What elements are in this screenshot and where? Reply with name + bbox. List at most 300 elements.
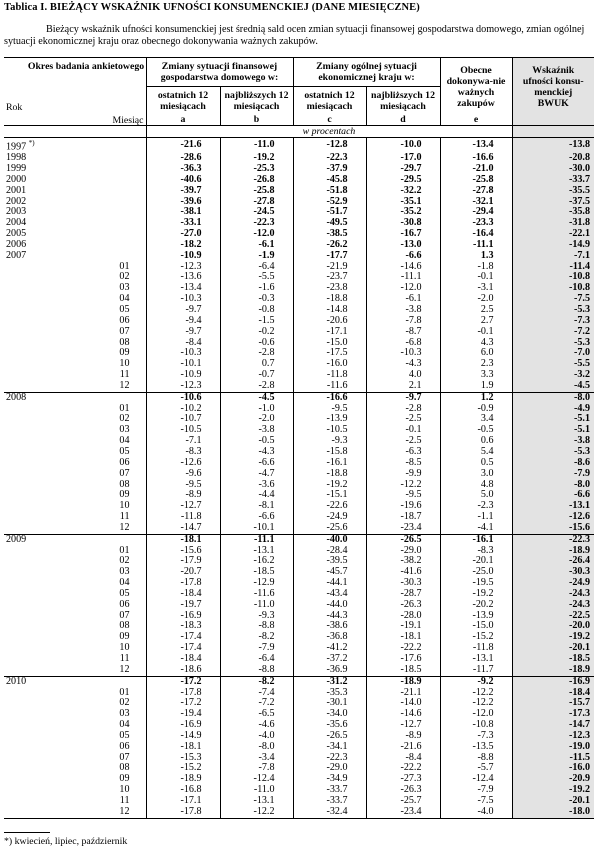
table-row bbox=[4, 742, 594, 753]
cell-bwuk: -7.1 bbox=[512, 251, 594, 262]
row-year bbox=[4, 632, 71, 643]
cell-e: -27.8 bbox=[440, 186, 512, 197]
row-year bbox=[4, 796, 71, 807]
cell-e: 3.0 bbox=[440, 469, 512, 480]
cell-d: 2.1 bbox=[366, 381, 440, 392]
table-row bbox=[4, 490, 594, 501]
cell-b: -2.8 bbox=[220, 381, 293, 392]
col-letter: a bbox=[146, 115, 220, 126]
cell-c: -16.0 bbox=[293, 359, 366, 370]
cell-a: -16.8 bbox=[146, 785, 220, 796]
cell-c: -17.5 bbox=[293, 348, 366, 359]
cell-a: -10.3 bbox=[146, 294, 220, 305]
cell-e: -0.5 bbox=[440, 425, 512, 436]
cell-a: -10.3 bbox=[146, 348, 220, 359]
cell-c: -44.0 bbox=[293, 600, 366, 611]
cell-d: -25.7 bbox=[366, 796, 440, 807]
cell-b: -18.5 bbox=[220, 567, 293, 578]
row-year: 2002 bbox=[6, 195, 27, 207]
cell-bwuk: -33.7 bbox=[512, 175, 594, 186]
table-row bbox=[4, 338, 594, 349]
row-year bbox=[4, 742, 71, 753]
table-row bbox=[4, 218, 594, 229]
cell-a: -39.7 bbox=[146, 186, 220, 197]
row-year bbox=[4, 556, 71, 567]
cell-b: -2.0 bbox=[220, 414, 293, 425]
cell-e: 2.3 bbox=[440, 359, 512, 370]
cell-a: -16.9 bbox=[146, 611, 220, 622]
cell-c: -12.8 bbox=[293, 138, 366, 154]
cell-c: -15.1 bbox=[293, 490, 366, 501]
cell-e: -0.1 bbox=[440, 272, 512, 283]
table-row bbox=[4, 796, 594, 807]
row-month bbox=[71, 164, 146, 175]
cell-d: -0.1 bbox=[366, 425, 440, 436]
cell-e: 6.0 bbox=[440, 348, 512, 359]
cell-d: -6.8 bbox=[366, 338, 440, 349]
cell-b: -12.9 bbox=[220, 578, 293, 589]
cell-c: -22.3 bbox=[293, 153, 366, 164]
row-month: 12 bbox=[119, 663, 130, 675]
cell-d: -22.2 bbox=[366, 643, 440, 654]
cell-e: -11.1 bbox=[440, 240, 512, 251]
table-row bbox=[4, 305, 594, 316]
table-row bbox=[4, 447, 594, 458]
cell-e: -16.4 bbox=[440, 229, 512, 240]
cell-c: -33.7 bbox=[293, 785, 366, 796]
cell-e: -7.9 bbox=[440, 785, 512, 796]
table-row bbox=[4, 556, 594, 567]
row-year bbox=[4, 774, 71, 785]
cell-c: -45.8 bbox=[293, 175, 366, 186]
cell-bwuk: -7.5 bbox=[512, 294, 594, 305]
cell-e: 0.6 bbox=[440, 436, 512, 447]
cell-bwuk: -10.8 bbox=[512, 283, 594, 294]
cell-a: -10.9 bbox=[146, 251, 220, 262]
cell-a: -17.4 bbox=[146, 643, 220, 654]
cell-b: -8.8 bbox=[220, 665, 293, 676]
cell-c: -31.2 bbox=[293, 676, 366, 687]
table-description: Bieżący wskaźnik ufności konsumenckiej jest średnią sald ocen zmian sytuacji finansowej gospodarstwa domowego, zmian ogólnej sytuacji ekonomicznej kraju oraz obecnego dokonywania ważnych zakupów. bbox=[4, 24, 585, 47]
cell-d: -14.0 bbox=[366, 698, 440, 709]
row-month: 08 bbox=[119, 336, 130, 348]
cell-e: -4.1 bbox=[440, 523, 512, 534]
table-row bbox=[4, 251, 594, 262]
row-month: 10 bbox=[119, 500, 130, 512]
table-row bbox=[4, 294, 594, 305]
cell-bwuk: -20.8 bbox=[512, 153, 594, 164]
row-month bbox=[71, 251, 146, 262]
row-month: 04 bbox=[119, 435, 130, 447]
cell-c: -32.4 bbox=[293, 807, 366, 818]
cell-bwuk: -14.9 bbox=[512, 240, 594, 251]
cell-b: -9.3 bbox=[220, 611, 293, 622]
row-year bbox=[4, 731, 71, 742]
table-row bbox=[4, 731, 594, 742]
table-row bbox=[4, 512, 594, 523]
footnote-rule bbox=[4, 832, 50, 833]
row-month: 02 bbox=[119, 697, 130, 709]
cell-a: -13.4 bbox=[146, 283, 220, 294]
table-row bbox=[4, 381, 594, 392]
cell-e: -12.0 bbox=[440, 709, 512, 720]
cell-b: 0.7 bbox=[220, 359, 293, 370]
cell-c: -14.8 bbox=[293, 305, 366, 316]
cell-c: -16.1 bbox=[293, 458, 366, 469]
cell-a: -7.1 bbox=[146, 436, 220, 447]
cell-d: -35.1 bbox=[366, 197, 440, 208]
cell-d: -26.3 bbox=[366, 785, 440, 796]
cell-a: -10.6 bbox=[146, 392, 220, 403]
cell-a: -18.1 bbox=[146, 534, 220, 545]
cell-a: -19.4 bbox=[146, 709, 220, 720]
table-row bbox=[4, 240, 594, 251]
cell-b: -4.6 bbox=[220, 720, 293, 731]
row-month bbox=[71, 175, 146, 186]
cell-c: -16.6 bbox=[293, 392, 366, 403]
cell-d: -17.0 bbox=[366, 153, 440, 164]
row-month bbox=[71, 207, 146, 218]
cell-d: -16.7 bbox=[366, 229, 440, 240]
row-year bbox=[4, 807, 71, 818]
row-month: 09 bbox=[119, 631, 130, 643]
table-row bbox=[4, 654, 594, 665]
cell-a: -20.7 bbox=[146, 567, 220, 578]
cell-b: -1.5 bbox=[220, 316, 293, 327]
cell-d: -17.6 bbox=[366, 654, 440, 665]
table-row bbox=[4, 262, 594, 273]
row-year bbox=[4, 436, 71, 447]
cell-d: -41.6 bbox=[366, 567, 440, 578]
cell-c: -34.1 bbox=[293, 742, 366, 753]
row-month: 04 bbox=[119, 577, 130, 589]
row-year bbox=[4, 294, 71, 305]
cell-e: -0.9 bbox=[440, 404, 512, 415]
cell-bwuk: -5.1 bbox=[512, 425, 594, 436]
cell-a: -17.8 bbox=[146, 688, 220, 699]
cell-bwuk: -8.6 bbox=[512, 458, 594, 469]
col-letter: e bbox=[440, 115, 512, 126]
cell-b: -11.1 bbox=[220, 534, 293, 545]
cell-c: -15.0 bbox=[293, 338, 366, 349]
cell-bwuk: -11.5 bbox=[512, 753, 594, 764]
cell-b: -11.6 bbox=[220, 589, 293, 600]
cell-c: -9.5 bbox=[293, 404, 366, 415]
row-year bbox=[4, 643, 71, 654]
cell-bwuk: -15.6 bbox=[512, 523, 594, 534]
cell-c: -9.3 bbox=[293, 436, 366, 447]
cell-b: -26.8 bbox=[220, 175, 293, 186]
row-month: 03 bbox=[119, 282, 130, 294]
cell-e: -11.7 bbox=[440, 665, 512, 676]
table-row bbox=[4, 175, 594, 186]
cell-e: -7.5 bbox=[440, 796, 512, 807]
table-row bbox=[4, 283, 594, 294]
table-row bbox=[4, 316, 594, 327]
table-row bbox=[4, 665, 594, 676]
cell-d: -29.5 bbox=[366, 175, 440, 186]
row-year bbox=[4, 753, 71, 764]
cell-c: -18.8 bbox=[293, 469, 366, 480]
cell-b: -13.1 bbox=[220, 546, 293, 557]
cell-b: -4.0 bbox=[220, 731, 293, 742]
cell-d: -2.8 bbox=[366, 404, 440, 415]
footnote-marker: *) bbox=[28, 139, 35, 147]
row-month: 05 bbox=[119, 587, 130, 599]
cell-bwuk: -11.4 bbox=[512, 262, 594, 273]
row-month: 05 bbox=[119, 445, 130, 457]
cell-c: -17.7 bbox=[293, 251, 366, 262]
row-year bbox=[4, 490, 71, 501]
cell-b: -6.5 bbox=[220, 709, 293, 720]
row-year bbox=[4, 305, 71, 316]
cell-bwuk: -22.5 bbox=[512, 611, 594, 622]
cell-e: -4.0 bbox=[440, 807, 512, 818]
cell-d: -26.5 bbox=[366, 534, 440, 545]
row-month: 11 bbox=[119, 653, 130, 665]
row-month bbox=[71, 218, 146, 229]
cell-d: -23.4 bbox=[366, 523, 440, 534]
cell-d: -21.6 bbox=[366, 742, 440, 753]
cell-d: -9.7 bbox=[366, 392, 440, 403]
cell-bwuk: -26.4 bbox=[512, 556, 594, 567]
row-month bbox=[71, 229, 146, 240]
table-row bbox=[4, 272, 594, 283]
cell-a: -15.6 bbox=[146, 546, 220, 557]
cell-c: -34.0 bbox=[293, 709, 366, 720]
header-miesiac: Miesiąc bbox=[112, 115, 144, 126]
cell-bwuk: -22.1 bbox=[512, 229, 594, 240]
cell-b: -11.0 bbox=[220, 138, 293, 154]
row-year: 1998 bbox=[6, 152, 27, 164]
row-year bbox=[4, 523, 71, 534]
cell-a: -17.2 bbox=[146, 676, 220, 687]
row-year: 2005 bbox=[6, 228, 27, 240]
cell-b: -12.0 bbox=[220, 229, 293, 240]
row-month: 04 bbox=[119, 719, 130, 731]
cell-bwuk: -35.5 bbox=[512, 186, 594, 197]
table-row bbox=[4, 153, 594, 164]
table-row bbox=[4, 425, 594, 436]
cell-b: -4.4 bbox=[220, 490, 293, 501]
cell-b: -19.2 bbox=[220, 153, 293, 164]
cell-c: -21.9 bbox=[293, 262, 366, 273]
cell-a: -9.5 bbox=[146, 480, 220, 491]
cell-d: -19.6 bbox=[366, 501, 440, 512]
cell-bwuk: -20.1 bbox=[512, 796, 594, 807]
row-year bbox=[4, 425, 71, 436]
table-row bbox=[4, 720, 594, 731]
cell-bwuk: -20.9 bbox=[512, 774, 594, 785]
cell-d: -4.3 bbox=[366, 359, 440, 370]
cell-d: -38.2 bbox=[366, 556, 440, 567]
row-month: 04 bbox=[119, 293, 130, 305]
row-month bbox=[71, 392, 146, 403]
cell-b: -27.8 bbox=[220, 197, 293, 208]
cell-c: -18.8 bbox=[293, 294, 366, 305]
table-row bbox=[4, 578, 594, 589]
cell-a: -38.1 bbox=[146, 207, 220, 218]
row-month bbox=[71, 676, 146, 687]
cell-e: -8.8 bbox=[440, 753, 512, 764]
cell-b: -3.8 bbox=[220, 425, 293, 436]
cell-a: -17.4 bbox=[146, 632, 220, 643]
table-row bbox=[4, 207, 594, 218]
cell-a: -18.4 bbox=[146, 589, 220, 600]
cell-c: -25.6 bbox=[293, 523, 366, 534]
footnote: *) kwiecień, lipiec, październik bbox=[4, 836, 128, 847]
cell-b: -0.6 bbox=[220, 338, 293, 349]
cell-d: -32.2 bbox=[366, 186, 440, 197]
cell-d: -18.1 bbox=[366, 632, 440, 643]
row-year: 1999 bbox=[6, 163, 27, 175]
cell-c: -20.6 bbox=[293, 316, 366, 327]
cell-b: -6.6 bbox=[220, 458, 293, 469]
cell-c: -38.5 bbox=[293, 229, 366, 240]
cell-c: -35.3 bbox=[293, 688, 366, 699]
cell-a: -9.7 bbox=[146, 305, 220, 316]
table-row bbox=[4, 807, 594, 818]
cell-b: -1.6 bbox=[220, 283, 293, 294]
row-month: 10 bbox=[119, 784, 130, 796]
cell-a: -14.9 bbox=[146, 731, 220, 742]
cell-bwuk: -3.8 bbox=[512, 436, 594, 447]
cell-a: -12.7 bbox=[146, 501, 220, 512]
header-bwuk: Wskaźnik ufności konsu-menckiej BWUK bbox=[512, 58, 594, 116]
cell-c: -52.9 bbox=[293, 197, 366, 208]
cell-a: -9.7 bbox=[146, 327, 220, 338]
cell-b: -13.1 bbox=[220, 796, 293, 807]
header-rok: Rok bbox=[6, 102, 23, 113]
row-month: 08 bbox=[119, 620, 130, 632]
table-row bbox=[4, 164, 594, 175]
cell-c: -11.8 bbox=[293, 370, 366, 381]
cell-b: -7.4 bbox=[220, 688, 293, 699]
cell-c: -10.5 bbox=[293, 425, 366, 436]
cell-b: -8.2 bbox=[220, 676, 293, 687]
cell-c: -40.0 bbox=[293, 534, 366, 545]
cell-d: -3.8 bbox=[366, 305, 440, 316]
table-row bbox=[4, 414, 594, 425]
cell-bwuk: -20.0 bbox=[512, 621, 594, 632]
cell-b: -11.0 bbox=[220, 600, 293, 611]
unit-label: w procentach bbox=[146, 126, 512, 138]
cell-e: -12.4 bbox=[440, 774, 512, 785]
cell-e: 5.0 bbox=[440, 490, 512, 501]
cell-a: -18.6 bbox=[146, 665, 220, 676]
cell-a: -12.3 bbox=[146, 262, 220, 273]
row-year bbox=[4, 698, 71, 709]
cell-bwuk: -8.0 bbox=[512, 392, 594, 403]
table-row bbox=[4, 501, 594, 512]
cell-bwuk: -13.8 bbox=[512, 138, 594, 154]
cell-e: 5.4 bbox=[440, 447, 512, 458]
cell-d: -8.7 bbox=[366, 327, 440, 338]
table-row bbox=[4, 698, 594, 709]
cell-d: -18.5 bbox=[366, 665, 440, 676]
cell-c: -36.9 bbox=[293, 665, 366, 676]
row-month: 05 bbox=[119, 304, 130, 316]
row-year bbox=[4, 654, 71, 665]
cell-e: -8.3 bbox=[440, 546, 512, 557]
row-month: 06 bbox=[119, 314, 130, 326]
cell-bwuk: -18.5 bbox=[512, 654, 594, 665]
table-row bbox=[4, 197, 594, 208]
row-year: 2006 bbox=[6, 238, 27, 250]
row-year bbox=[4, 447, 71, 458]
row-year bbox=[4, 589, 71, 600]
cell-bwuk: -6.6 bbox=[512, 490, 594, 501]
cell-bwuk: -7.3 bbox=[512, 316, 594, 327]
cell-b: -5.5 bbox=[220, 272, 293, 283]
cell-bwuk: -5.5 bbox=[512, 359, 594, 370]
cell-a: -14.7 bbox=[146, 523, 220, 534]
row-year bbox=[4, 600, 71, 611]
row-month: 05 bbox=[119, 729, 130, 741]
row-year: 2001 bbox=[6, 184, 27, 196]
cell-a: -18.4 bbox=[146, 654, 220, 665]
cell-bwuk: -19.2 bbox=[512, 785, 594, 796]
cell-b: -8.8 bbox=[220, 621, 293, 632]
cell-b: -6.6 bbox=[220, 512, 293, 523]
row-year bbox=[4, 785, 71, 796]
cell-a: -8.9 bbox=[146, 490, 220, 501]
cell-b: -6.4 bbox=[220, 262, 293, 273]
cell-d: -23.4 bbox=[366, 807, 440, 818]
cell-d: -19.1 bbox=[366, 621, 440, 632]
cell-a: -9.6 bbox=[146, 469, 220, 480]
cell-b: -12.2 bbox=[220, 807, 293, 818]
row-month: 12 bbox=[119, 521, 130, 533]
cell-e: 4.8 bbox=[440, 480, 512, 491]
cell-bwuk: -31.8 bbox=[512, 218, 594, 229]
row-month: 06 bbox=[119, 598, 130, 610]
row-month: 03 bbox=[119, 566, 130, 578]
row-year bbox=[4, 709, 71, 720]
cell-a: -10.1 bbox=[146, 359, 220, 370]
row-year bbox=[4, 272, 71, 283]
cell-d: -30.8 bbox=[366, 218, 440, 229]
cell-e: -15.0 bbox=[440, 621, 512, 632]
cell-e: 1.9 bbox=[440, 381, 512, 392]
cell-c: -41.2 bbox=[293, 643, 366, 654]
row-year bbox=[4, 262, 71, 273]
cell-e: 2.7 bbox=[440, 316, 512, 327]
table-row bbox=[4, 404, 594, 415]
row-year: 2000 bbox=[6, 173, 27, 185]
cell-c: -35.6 bbox=[293, 720, 366, 731]
row-month: 09 bbox=[119, 489, 130, 501]
row-year bbox=[4, 688, 71, 699]
cell-b: -6.1 bbox=[220, 240, 293, 251]
cell-bwuk: -5.3 bbox=[512, 338, 594, 349]
cell-e: -3.1 bbox=[440, 283, 512, 294]
cell-a: -18.9 bbox=[146, 774, 220, 785]
cell-e: 4.3 bbox=[440, 338, 512, 349]
cell-c: -49.5 bbox=[293, 218, 366, 229]
cell-a: -17.2 bbox=[146, 698, 220, 709]
cell-c: -23.7 bbox=[293, 272, 366, 283]
cell-b: -7.9 bbox=[220, 643, 293, 654]
cell-e: -11.8 bbox=[440, 643, 512, 654]
cell-e: 3.4 bbox=[440, 414, 512, 425]
col-letter: c bbox=[293, 115, 366, 126]
cell-e: -2.3 bbox=[440, 501, 512, 512]
cell-d: -21.1 bbox=[366, 688, 440, 699]
row-year bbox=[4, 512, 71, 523]
cell-e: -13.9 bbox=[440, 611, 512, 622]
table-row bbox=[4, 632, 594, 643]
